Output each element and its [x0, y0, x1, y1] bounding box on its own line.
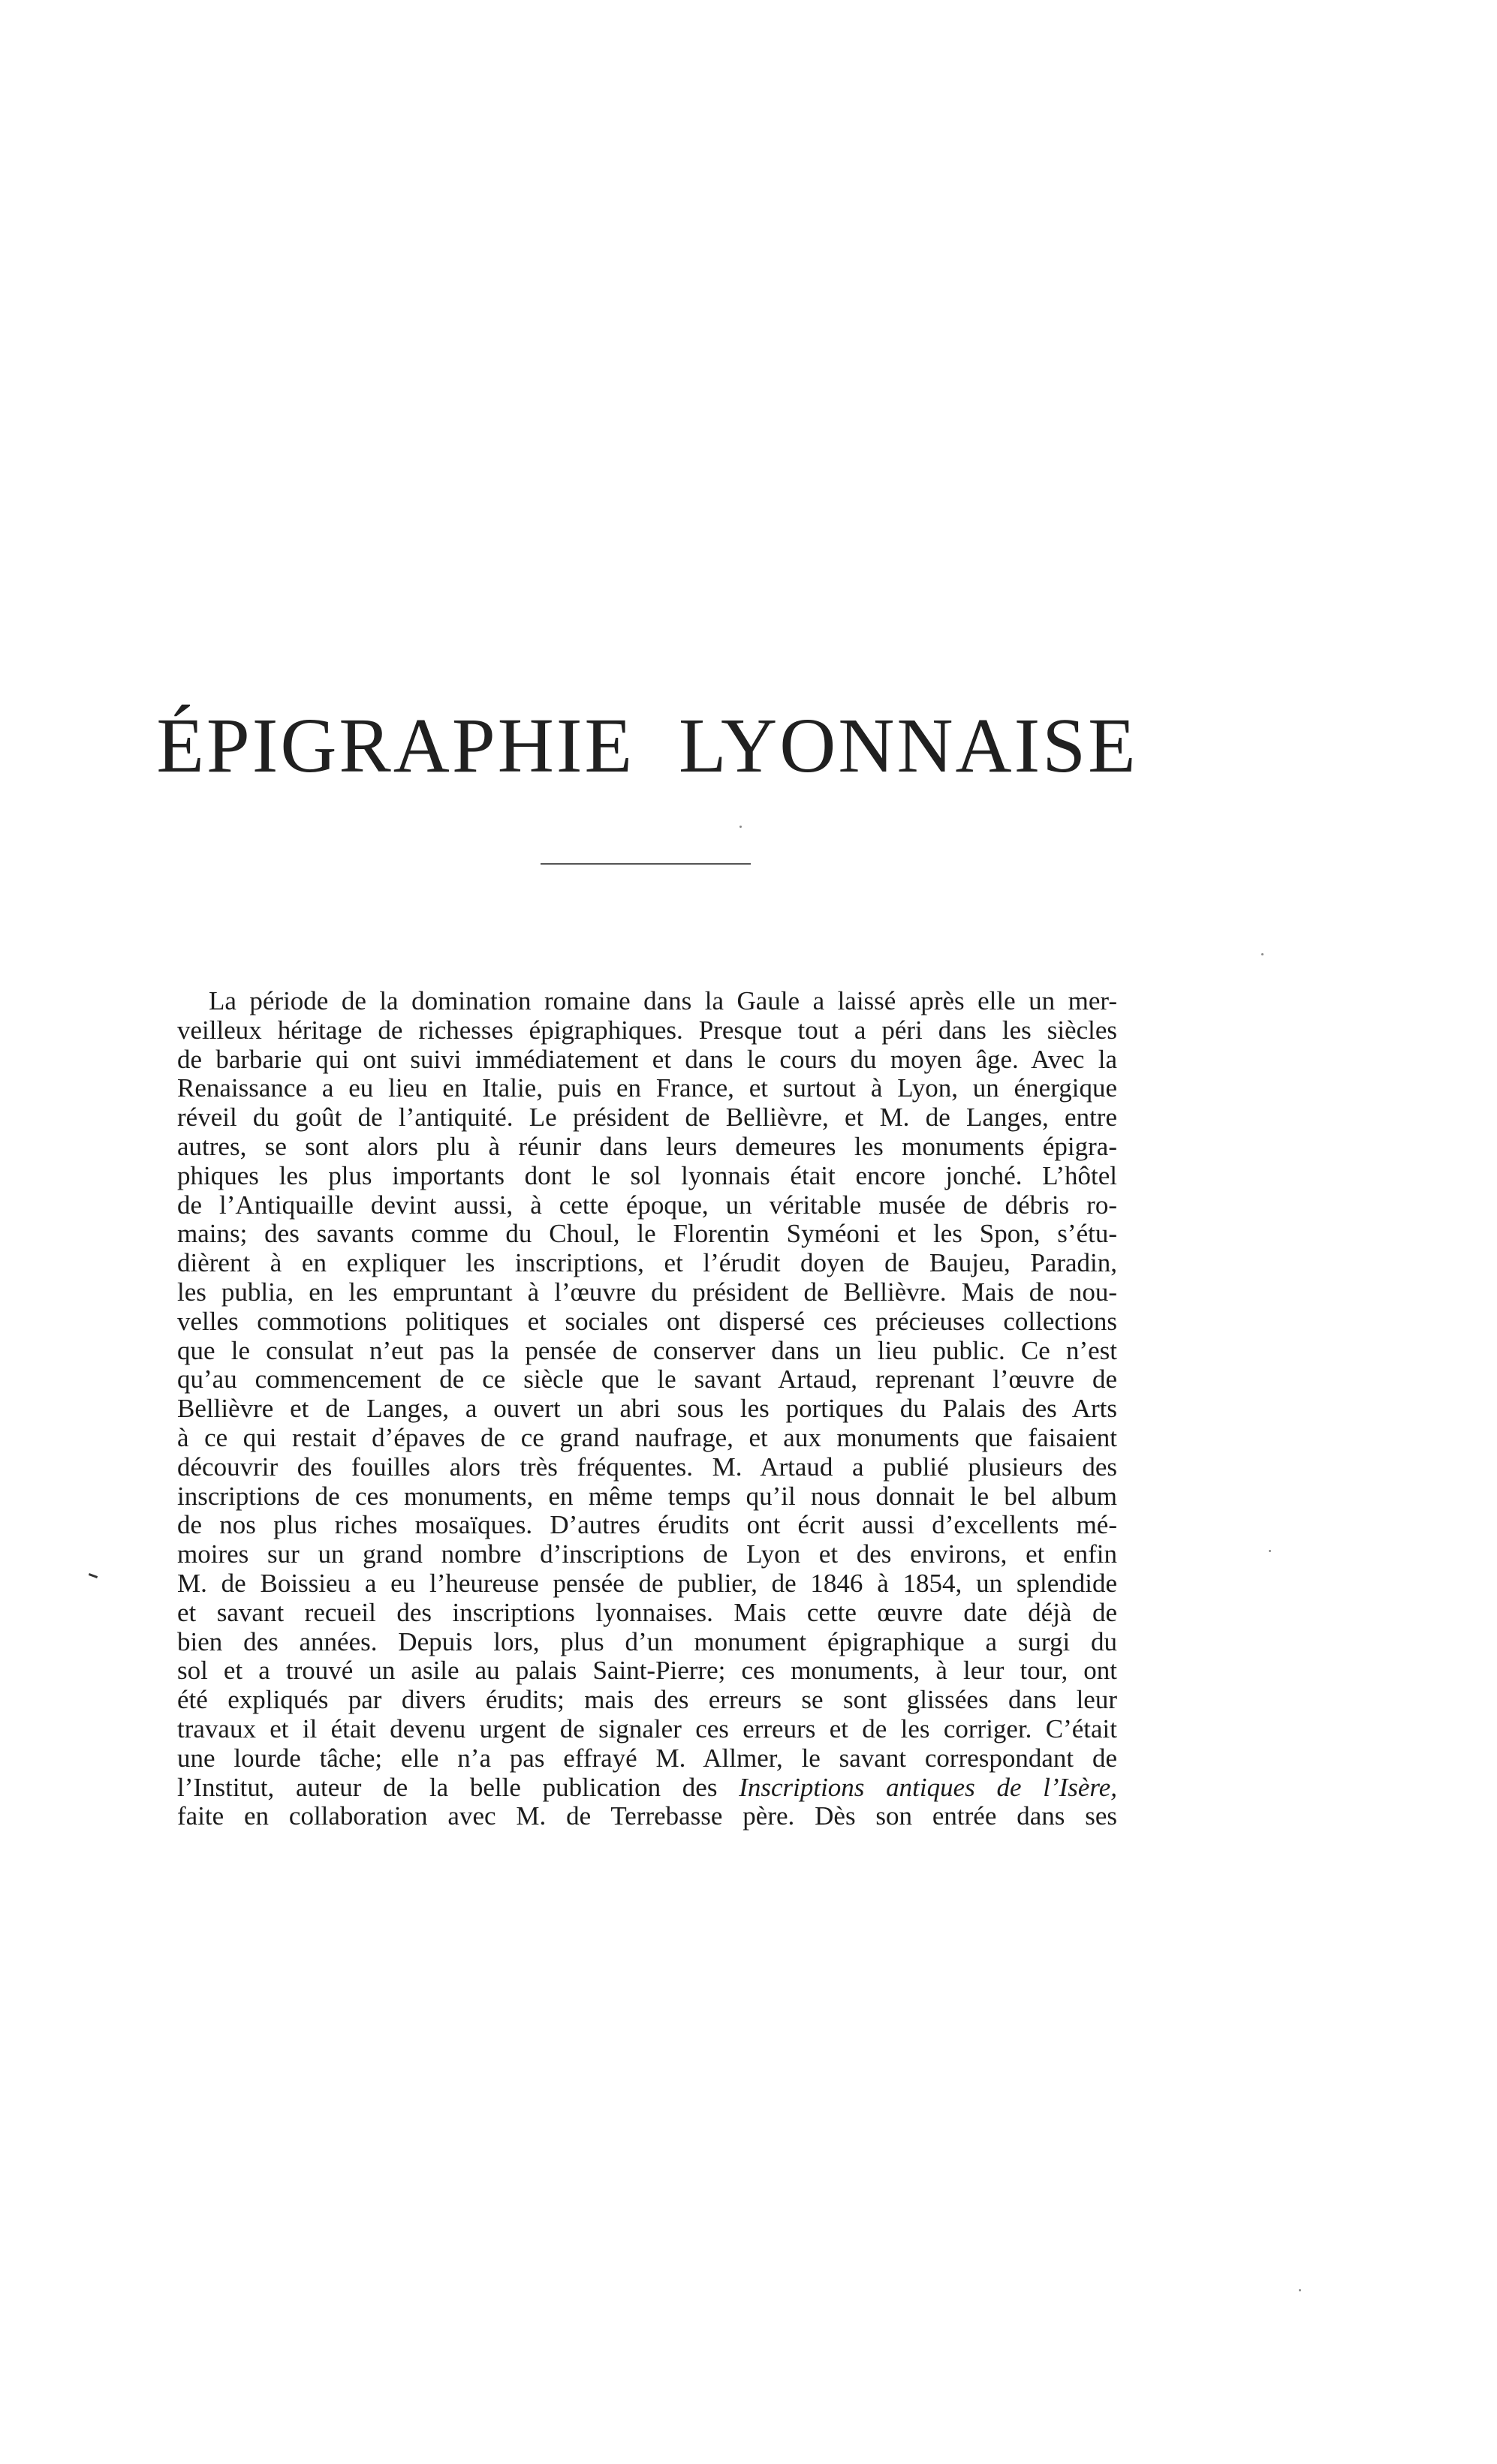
text-line: de barbarie qui ont suivi immédiatement et dans le cours du moyen âge. Avec la	[177, 1044, 1117, 1074]
text-line: que le consulat n’eut pas la pensée de conserver dans un lieu public. Ce n’est	[177, 1335, 1117, 1365]
text-line: inscriptions de ces monuments, en même temps qu’il nous donnait le bel album	[177, 1481, 1117, 1511]
print-speck	[1299, 2289, 1301, 2291]
text-line: travaux et il était devenu urgent de signaler ces erreurs et de les corriger. C’était	[177, 1713, 1117, 1743]
text-line: à ce qui restait d’épaves de ce grand naufrage, et aux monuments que faisaient	[177, 1422, 1117, 1452]
text-line: de l’Antiquaille devint aussi, à cette époque, un véritable musée de débris ro-	[177, 1190, 1117, 1220]
text-line: qu’au commencement de ce siècle que le savant Artaud, reprenant l’œuvre de	[177, 1364, 1117, 1394]
text-line: autres, se sont alors plu à réunir dans leurs demeures les monuments épigra-	[177, 1131, 1117, 1161]
print-speck	[739, 826, 742, 828]
text-line: découvrir des fouilles alors très fréquentes. M. Artaud a publié plusieurs des	[177, 1452, 1117, 1482]
text-line: moires sur un grand nombre d’inscriptions de Lyon et des environs, et enfin	[177, 1539, 1117, 1569]
title-divider	[541, 863, 751, 865]
text-line: velles commotions politiques et sociales ont dispersé ces précieuses collections	[177, 1306, 1117, 1336]
text-line: Renaissance a eu lieu en Italie, puis en France, et surtout à Lyon, un énergique	[177, 1073, 1117, 1103]
text-line: phiques les plus importants dont le sol lyonnais était encore jonché. L’hôtel	[177, 1160, 1117, 1190]
text-line: veilleux héritage de richesses épigraphiques. Presque tout a péri dans les siècles	[177, 1015, 1117, 1045]
text-line: Bellièvre et de Langes, a ouvert un abri sous les portiques du Palais des Arts	[177, 1394, 1117, 1424]
text-line: de nos plus riches mosaïques. D’autres érudits ont écrit aussi d’excellents mé-	[177, 1510, 1117, 1540]
italic-book-title: Inscriptions antiques de l’Isère,	[739, 1772, 1117, 1802]
text-line: sol et a trouvé un asile au palais Saint-Pierre; ces monuments, à leur tour, ont	[177, 1656, 1117, 1686]
margin-mark	[89, 1573, 98, 1578]
text-line: réveil du goût de l’antiquité. Le président de Bellièvre, et M. de Langes, entre	[177, 1103, 1117, 1133]
text-line: dièrent à en expliquer les inscriptions, et l’érudit doyen de Baujeu, Paradin,	[177, 1248, 1117, 1278]
text-line: M. de Boissieu a eu l’heureuse pensée de publier, de 1846 à 1854, un splendide	[177, 1568, 1117, 1598]
text-line: les publia, en les empruntant à l’œuvre du président de Bellièvre. Mais de nou-	[177, 1277, 1117, 1307]
text-line: bien des années. Depuis lors, plus d’un monument épigraphique a surgi du	[177, 1626, 1117, 1656]
text-line-with-italic	[177, 1774, 1117, 1803]
text-line: La période de la domination romaine dans la Gaule a laissé après elle un mer-	[209, 986, 1117, 1015]
body-paragraph	[177, 987, 1117, 1831]
text-line: faite en collaboration avec M. de Terrebasse père. Dès son entrée dans ses	[177, 1801, 1117, 1831]
print-speck	[1261, 953, 1264, 955]
text-line: une lourde tâche; elle n’a pas effrayé M. Allmer, le savant correspondant de	[177, 1743, 1117, 1773]
text-line: mains; des savants comme du Choul, le Florentin Syméoni et les Spon, s’étu-	[177, 1219, 1117, 1249]
text-line: et savant recueil des inscriptions lyonnaises. Mais cette œuvre date déjà de	[177, 1597, 1117, 1627]
page-title: ÉPIGRAPHIE LYONNAISE	[156, 702, 1138, 789]
text-line: été expliqués par divers érudits; mais des erreurs se sont glissées dans leur	[177, 1685, 1117, 1715]
text-line-start: l’Institut, auteur de la belle publication des	[177, 1772, 718, 1802]
print-speck	[1269, 1550, 1271, 1552]
